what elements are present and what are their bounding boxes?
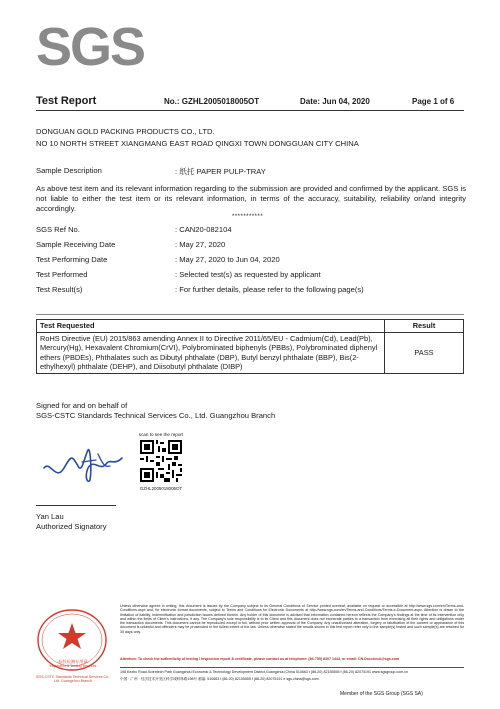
table-header-result: Result xyxy=(385,320,464,333)
field-label: Test Performed xyxy=(36,270,88,279)
footer-rule xyxy=(120,667,464,668)
field-label: SGS Ref No. xyxy=(36,225,80,234)
field-value: : CAN20-082104 xyxy=(175,225,232,234)
report-title: Test Report xyxy=(36,95,97,107)
footer-attention: Attention: To check the authenticity of testing / inspection report & certificate, please contact us at telephone: (86-755) 8307 1443, or email: CN.Doccheck@sgs.com xyxy=(120,657,400,661)
footer-address-cn: 中国 · 广州 · 经济技术开发区科学城科珠路198号 邮编: 510663 t (86-20) 82155555 f (86-20) 82075191 e sgs.china@sgs.com xyxy=(120,677,319,681)
stamp-chinese: 检验检测专用章 xyxy=(58,659,88,664)
field-label: Test Performing Date xyxy=(36,255,108,264)
signature-image xyxy=(38,438,130,486)
sgs-logo: SGS xyxy=(36,17,145,77)
page-indicator: Page 1 of 6 xyxy=(412,97,455,106)
table-header-row xyxy=(37,320,464,333)
results-table xyxy=(36,319,464,374)
footer-member: Member of the SGS Group (SGS SA) xyxy=(340,691,423,697)
signing-company: SGS-CSTC Standards Technical Services Co., Ltd. Guangzhou Branch xyxy=(36,411,276,420)
test-requested-cell: RoHS Directive (EU) 2015/863 amending Annex II to Directive 2011/65/EU - Cadmium(Cd), Lead(Pb), Mercury(Hg), Hexavalent Chromium(CrVI), Polybrominated biphenyls (PBBs), Polybrominated diphenyl ethers (PBDEs), Phthalates such as Dibutyl phthalate (DBP), Butyl benzyl phthalate (BBP), Bis(2-ethylhexyl) phthalate (DEHP), and Diisobutyl phthalate (DIBP) xyxy=(37,332,385,373)
table-header-test: Test Requested xyxy=(37,320,385,333)
result-cell: PASS xyxy=(385,332,464,373)
qr-caption: scan to see the report xyxy=(138,432,184,437)
signatory-title: Authorized Signatory xyxy=(36,522,107,531)
section-divider xyxy=(36,314,464,315)
applicant-name: DONGUAN GOLD PACKING PRODUCTS CO., LTD. xyxy=(36,127,215,136)
signatory-name: Yan Lau xyxy=(36,512,64,521)
field-value: : Selected test(s) as requested by applicant xyxy=(175,270,321,279)
header-rule xyxy=(36,110,464,111)
signature-line xyxy=(36,505,116,506)
sample-description-value: : 纸托 PAPER PULP-TRAY xyxy=(175,167,266,176)
applicant-address: NO 10 NORTH STREET XIANGMANG EAST ROAD QINGXI TOWN DONGGUAN CITY CHINA xyxy=(36,139,359,148)
footer-address-en: 198 Kezhu Road,Scientech Park Guangzhou Economic & Technology Development District,Guangzhou,China 510663 t (86-20) 82155555 f (86-20) 82075191 www.sgsgroup.com.cn xyxy=(120,670,409,674)
field-value: : May 27, 2020 to Jun 04, 2020 xyxy=(175,255,280,264)
report-number: No.: GZHL2005018005OT xyxy=(164,97,260,106)
footer-disclaimer: Unless otherwise agreed in writing, this document is issued by the Company subject to its General Conditions of Service printed overleaf, available on request or accessible at http://www.sgs.com/en/Terms-and-Conditions.aspx and, for electronic format documents, subject to Terms and Conditions for Electronic Documents at http://www.sgs.com/en/Terms-and-Conditions/Terms-e-Document.aspx. Attention is drawn to the limitation of liability, indemnification and jurisdiction issues defined therein. Any holder of this document is advised that information contained hereon reflects the Company's findings at the time of its intervention only and within the limits of Client's instructions, if any. The Company's sole responsibility is to its Client and this document does not exonerate parties to a transaction from exercising all their rights and obligations under the transaction documents. This document cannot be reproduced except in full, without prior written approval of the Company. Any unauthorized alteration, forgery or falsification of the content or appearance of this document is unlawful and offenders may be prosecuted to the fullest extent of the law. Unless otherwise stated the results shown in this test report refer only to the sample(s) tested and such sample(s) are retained for 30 days only. xyxy=(120,604,464,634)
qr-code-icon[interactable] xyxy=(138,438,184,484)
report-date: Date: Jun 04, 2020 xyxy=(300,97,370,106)
field-label: Test Result(s) xyxy=(36,285,83,294)
stamp-company: SGS-CSTC Standards Technical Services Co., Ltd. Guangzhou Branch xyxy=(35,675,111,683)
separator-stars: *********** xyxy=(232,214,264,220)
table-row xyxy=(37,332,464,373)
qr-code-text: GZHL2005018005OT xyxy=(139,486,183,491)
signed-on-behalf: Signed for and on behalf of xyxy=(36,401,128,410)
field-value: : May 27, 2020 xyxy=(175,240,226,249)
field-label: Sample Receiving Date xyxy=(36,240,116,249)
stamp-sub: Inspection & Testing Services xyxy=(49,664,97,668)
statement-paragraph: As above test item and its relevant information regarding to the submission are provided and confirmed by the applicant. SGS is not liable to either the test item or its relevant information, in terms of the accuracy, suitability, reliability or/and integrity accordingly. xyxy=(36,184,466,213)
field-value: : For further details, please refer to the following page(s) xyxy=(175,285,364,294)
sample-description-label: Sample Description xyxy=(36,166,102,175)
